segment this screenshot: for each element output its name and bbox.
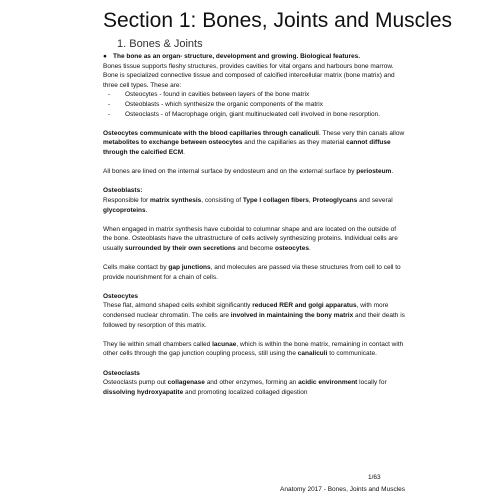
osteoblasts-paragraph-1: Responsible for matrix synthesis, consisting of Type I collagen fibers, Proteoglycans and several glycoproteins. [103, 196, 393, 214]
periosteum-paragraph: All bones are lined on the internal surface by endosteum and on the external surface by periosteum. [103, 168, 394, 176]
osteoclasts-paragraph: Osteoclasts pump out collagenase and other enzymes, forming an acidic environment locally for dissolving hydroxyapatite and promoting localized collaged digestion [103, 379, 387, 396]
dash-icon: - [108, 91, 111, 99]
osteoblasts-paragraph-2: When engaged in matrix synthesis have cuboidal to columnar shape and are located on the outside of the bone. Osteoblasts have the ultrastructure of cells actively synthesizing proteins. Individual cells are usually surrounded by their own secretions and become osteocytes. [103, 225, 398, 252]
subsection-heading: 1. Bones & Joints [117, 38, 203, 50]
dash-icon: - [108, 100, 111, 108]
footer-title: Anatomy 2017 - Bones, Joints and Muscles [280, 486, 406, 493]
osteoclasts-heading: Osteoclasts [103, 369, 140, 377]
osteoblasts-heading: Osteoblasts: [103, 187, 143, 195]
cell-type-list [103, 90, 405, 119]
canaliculi-paragraph: Osteocytes communicate with the blood capillaries through canaliculi. These very thin canals allow metabolites to exchange between osteocytes and the capillaries as they material cannot diffuse through the calcified ECM. [103, 129, 405, 156]
document-body [103, 52, 405, 397]
intro-paragraph: Bones tissue supports fleshy structures, provides cavities for vital organs and harbours bone marrow. Bone is specialized connective tissue and composed of calcified intercellular matrix (bone matrix) and three cell types. These are: [103, 62, 395, 89]
page-number: 1/63 [368, 474, 381, 481]
list-item: - Osteoclasts - of Macrophage origin, giant multinucleated cell involved in bone resorption. [108, 110, 381, 118]
dash-icon: - [108, 110, 111, 118]
section-title: Section 1: Bones, Joints and Muscles [103, 9, 453, 32]
osteocytes-heading: Osteocytes [103, 292, 139, 300]
osteoblasts-paragraph-3: Cells make contact by gap junctions, and molecules are passed via these structures from cell to cell to provide nourishment for a chain of cells. [103, 264, 401, 281]
list-item: - Osteoblasts - which synthesize the organic components of the matrix [108, 100, 323, 108]
osteocytes-paragraph-1: These flat, almond shaped cells exhibit significantly reduced RER and golgi apparatus, with more condensed nuclear chromatin. The cells are involved in maintaining the bony matrix and their death is followed by resorption of this matrix. [103, 302, 405, 329]
bullet-icon: ● [103, 53, 107, 60]
list-item: - Osteocytes - found in cavities between layers of the bone matrix [108, 91, 310, 99]
lead-bullet: ● The bone as an organ- structure, development and growing. Biological features. [103, 53, 361, 60]
osteocytes-paragraph-2: They lie within small chambers called lacunae, which is within the bone matrix, remaining in contact with other cells through the gap junction coupling process, still using the canaliculi to communicate. [103, 340, 404, 358]
